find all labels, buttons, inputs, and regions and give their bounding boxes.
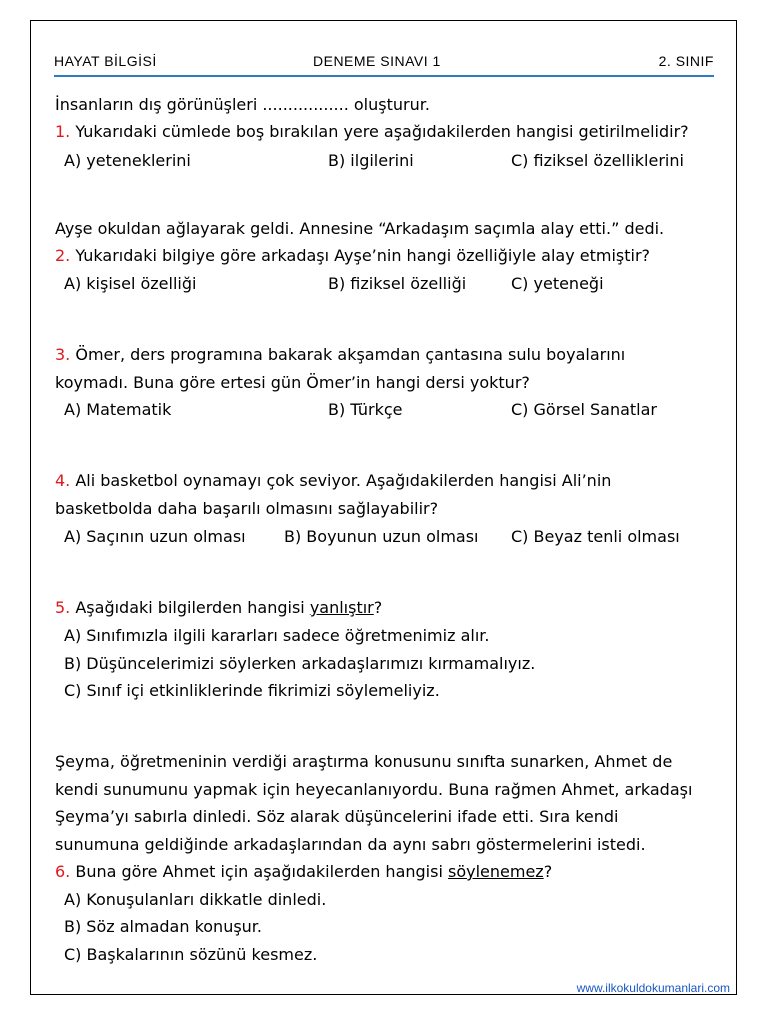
q3-line-1 <box>55 345 625 365</box>
q6-passage-line-3: Şeyma’yı sabırla dinledi. Söz alarak düşüncelerini ifade etti. Sıra kendi <box>55 807 619 826</box>
q4-text-1: Ali basketbol oynamayı çok seviyor. Aşağıdakilerden hangisi Ali’nin <box>70 471 612 490</box>
q3-number: 3. <box>55 345 71 364</box>
q1-option-b[interactable]: B) ilgilerini <box>328 151 414 170</box>
q5-question <box>55 598 382 618</box>
q3-option-b[interactable]: B) Türkçe <box>328 400 403 419</box>
q6-question-emphasis: söylenemez <box>447 862 544 881</box>
q2-stem: Ayşe okuldan ağlayarak geldi. Annesine “Arkadaşım saçımla alay etti.” dedi. <box>55 219 665 238</box>
q1-question <box>55 122 689 142</box>
q6-option-b[interactable]: B) Söz almadan konuşur. <box>64 917 262 936</box>
q2-option-b[interactable]: B) fiziksel özelliği <box>328 274 467 293</box>
grade-label: 2. SINIF <box>658 53 714 69</box>
q1-number: 1. <box>55 122 71 141</box>
header-divider <box>54 75 714 77</box>
exam-title: DENEME SINAVI 1 <box>313 53 441 69</box>
q6-passage-line-1: Şeyma, öğretmeninin verdiği araştırma konusunu sınıfta sunarken, Ahmet de <box>55 752 673 771</box>
q5-question-pre: Aşağıdaki bilgilerden hangisi <box>70 598 310 617</box>
q5-question-post: ? <box>373 598 383 617</box>
q1-stem: İnsanların dış görünüşleri ................. oluşturur. <box>55 95 430 114</box>
q6-passage-line-4: sunumuna geldiğinde arkadaşlarından da aynı sabrı göstermelerini istedi. <box>55 835 646 854</box>
q4-line-1 <box>55 471 611 491</box>
q6-number: 6. <box>55 862 71 881</box>
q1-question-text: Yukarıdaki cümlede boş bırakılan yere aşağıdakilerden hangisi getirilmelidir? <box>70 122 689 141</box>
q5-option-b[interactable]: B) Düşüncelerimizi söylerken arkadaşlarımızı kırmamalıyız. <box>64 654 536 673</box>
q5-number: 5. <box>55 598 71 617</box>
q6-option-c[interactable]: C) Başkalarının sözünü kesmez. <box>64 945 318 964</box>
q4-option-b[interactable]: B) Boyunun uzun olması <box>284 527 479 546</box>
q4-option-a[interactable]: A) Saçının uzun olması <box>64 527 246 546</box>
q6-passage-line-2: kendi sunumunu yapmak için heyecanlanıyordu. Buna rağmen Ahmet, arkadaşı <box>55 780 693 799</box>
q3-option-a[interactable]: A) Matematik <box>64 400 172 419</box>
q5-option-c[interactable]: C) Sınıf içi etkinliklerinde fikrimizi söylemeliyiz. <box>64 681 440 700</box>
q6-option-a[interactable]: A) Konuşulanları dikkatle dinledi. <box>64 890 327 909</box>
q3-text-1: Ömer, ders programına bakarak akşamdan çantasına sulu boyalarını <box>70 345 626 364</box>
q5-question-emphasis: yanlıştır <box>309 598 374 617</box>
q1-option-a[interactable]: A) yeteneklerini <box>64 151 191 170</box>
q6-question-post: ? <box>543 862 553 881</box>
subject-title: HAYAT BİLGİSİ <box>54 53 157 69</box>
footer-website-link[interactable]: www.ilkokuldokumanlari.com <box>576 981 730 995</box>
q1-option-c[interactable]: C) fiziksel özelliklerini <box>511 151 684 170</box>
q2-option-c[interactable]: C) yeteneği <box>511 274 604 293</box>
q5-option-a[interactable]: A) Sınıfımızla ilgili kararları sadece öğretmenimiz alır. <box>64 626 490 645</box>
q3-line-2: koymadı. Buna göre ertesi gün Ömer’in hangi dersi yoktur? <box>55 373 530 392</box>
q4-line-2: basketbolda daha başarılı olmasını sağlayabilir? <box>55 499 439 518</box>
q6-question-pre: Buna göre Ahmet için aşağıdakilerden hangisi <box>70 862 448 881</box>
q4-number: 4. <box>55 471 71 490</box>
q3-option-c[interactable]: C) Görsel Sanatlar <box>511 400 657 419</box>
q2-option-a[interactable]: A) kişisel özelliği <box>64 274 197 293</box>
q6-question <box>55 862 552 882</box>
q2-number: 2. <box>55 246 71 265</box>
q4-option-c[interactable]: C) Beyaz tenli olması <box>511 527 680 546</box>
q2-question <box>55 246 650 266</box>
q2-question-text: Yukarıdaki bilgiye göre arkadaşı Ayşe’nin hangi özelliğiyle alay etmiştir? <box>70 246 651 265</box>
